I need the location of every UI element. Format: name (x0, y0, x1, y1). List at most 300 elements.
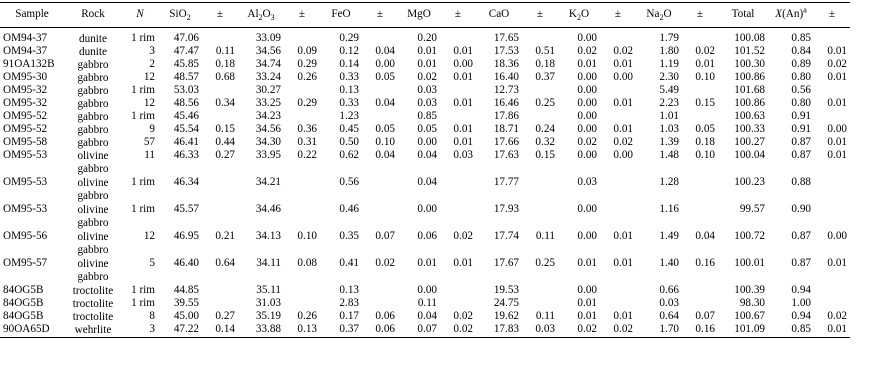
cell-k2o: 0.00 (577, 71, 597, 83)
cell-sio2: 46.34 (173, 176, 199, 188)
cell-mgoe: 0.01 (453, 45, 473, 57)
cell-na2oe: 0.07 (695, 310, 715, 322)
cell-total: 101.52 (734, 45, 765, 57)
cell-al2o3e (284, 28, 320, 47)
cell-al2o3: 34.56 (255, 45, 281, 57)
rock-word: dunite (79, 46, 107, 58)
cell-caoe: 0.51 (535, 45, 555, 57)
cell-total: 100.08 (734, 32, 765, 44)
cell-k2o: 0.00 (577, 32, 597, 44)
cell-sio2e: 0.64 (215, 257, 235, 269)
cell-total: 100.63 (734, 110, 765, 122)
cell-mgo: 0.00 (417, 136, 437, 148)
cell-feo: 0.45 (339, 123, 359, 135)
cell-n: 57 (143, 136, 155, 148)
cell-xane: 0.00 (827, 123, 847, 135)
cell-al2o3e: 0.29 (297, 58, 317, 70)
cell-mgo: 0.01 (417, 257, 437, 269)
cell-k2o: 0.00 (577, 230, 597, 242)
cell-total: 100.86 (734, 97, 765, 109)
cell-caoe: 0.24 (535, 123, 555, 135)
cell-al2o3: 33.24 (255, 71, 281, 83)
cell-total: 100.04 (734, 149, 765, 161)
cell-feo: 0.35 (339, 230, 359, 242)
cell-mgoe: 0.02 (453, 323, 473, 335)
cell-sio2: 39.55 (173, 297, 199, 309)
cell-mgoe: 0.01 (453, 136, 473, 148)
cell-k2oe: 0.00 (613, 149, 633, 161)
cell-sio2: 48.57 (173, 71, 199, 83)
cell-k2o: 0.02 (577, 323, 597, 335)
cell-sample: 90OA65D (3, 323, 50, 335)
cell-al2o3e (284, 204, 320, 231)
cell-na2o: 5.49 (659, 84, 679, 96)
rock-word: olivine (77, 177, 109, 189)
plagioclase-composition-table (0, 2, 850, 338)
cell-cao: 17.53 (493, 45, 519, 57)
cell-mgo: 0.04 (417, 149, 437, 161)
rock-word: troctolite (72, 298, 114, 310)
cell-sio2e (202, 177, 238, 204)
cell-sio2: 47.22 (173, 323, 199, 335)
col-total: Total (731, 8, 755, 21)
col-k2o: $K_2O$ (568, 8, 590, 23)
cell-xan: 0.85 (791, 323, 811, 335)
cell-sample: OM95-53 (3, 149, 48, 161)
cell-al2o3: 34.11 (256, 257, 281, 269)
cell-al2o3e: 0.09 (297, 45, 317, 57)
cell-al2o3: 34.30 (255, 136, 281, 148)
cell-sio2: 47.47 (173, 45, 199, 57)
cell-feo: 0.17 (339, 310, 359, 322)
cell-sample: OM95-52 (3, 123, 48, 135)
cell-feoe: 0.06 (375, 310, 395, 322)
cell-caoe: 0.11 (535, 230, 555, 242)
cell-k2oe: 0.02 (613, 323, 633, 335)
col-mgo-err: ± (454, 8, 462, 21)
cell-total: 100.30 (734, 58, 765, 70)
cell-k2oe: 0.01 (613, 230, 633, 242)
rock-word: olivine (77, 231, 109, 243)
cell-mgoe: 0.01 (453, 71, 473, 83)
cell-cao: 17.93 (493, 203, 519, 215)
rock-word: gabbro (77, 72, 109, 84)
cell-mgoe (440, 204, 476, 231)
cell-feoe: 0.10 (375, 136, 395, 148)
col-na2o-err: ± (696, 8, 704, 21)
cell-total: 100.33 (734, 123, 765, 135)
cell-caoe (522, 285, 558, 298)
cell-rock (64, 311, 122, 324)
cell-n: 1 rim (131, 32, 155, 44)
cell-na2oe: 0.18 (695, 136, 715, 148)
cell-na2oe: 0.01 (695, 58, 715, 70)
cell-sample: OM94-37 (3, 45, 48, 57)
cell-mgo: 0.01 (417, 45, 437, 57)
cell-sio2: 45.46 (173, 110, 199, 122)
cell-xan: 0.88 (791, 176, 811, 188)
cell-xane: 0.01 (827, 45, 847, 57)
cell-rock (64, 150, 122, 177)
cell-cao: 17.83 (493, 323, 519, 335)
cell-mgo: 0.07 (417, 323, 437, 335)
cell-k2o: 0.00 (577, 149, 597, 161)
cell-sio2e (202, 28, 238, 47)
rock-word: troctolite (72, 311, 114, 323)
rock-word: olivine (77, 258, 109, 270)
col-sio2: SiO$_2$ (169, 8, 191, 23)
table-body (0, 28, 850, 338)
cell-k2oe (600, 177, 636, 204)
cell-caoe: 0.11 (535, 310, 555, 322)
table-header (0, 3, 850, 28)
cell-rock (64, 111, 122, 124)
cell-total: 100.01 (734, 257, 765, 269)
cell-mgoe (440, 28, 476, 47)
cell-rock (64, 258, 122, 285)
rock-word: gabbro (77, 85, 109, 97)
col-na2o: $Na_2O$ (646, 8, 672, 23)
cell-al2o3e: 0.13 (297, 323, 317, 335)
cell-sio2e: 0.27 (215, 149, 235, 161)
cell-cao: 17.77 (493, 176, 519, 188)
cell-sample: OM95-32 (3, 84, 48, 96)
cell-mgoe: 0.02 (453, 310, 473, 322)
cell-sio2e: 0.27 (215, 310, 235, 322)
cell-al2o3: 34.23 (255, 110, 281, 122)
cell-cao: 16.40 (493, 71, 519, 83)
cell-rock (64, 59, 122, 72)
cell-sample: 84OG5B (3, 284, 44, 296)
cell-total: 98.30 (739, 297, 765, 309)
cell-n: 1 rim (131, 110, 155, 122)
rock-word: gabbro (77, 190, 109, 202)
cell-n: 11 (144, 149, 155, 161)
cell-mgo: 0.04 (417, 310, 437, 322)
cell-sio2e: 0.18 (215, 58, 235, 70)
rock-word: gabbro (77, 244, 109, 256)
col-cao: CaO (488, 8, 510, 21)
cell-k2o: 0.02 (577, 136, 597, 148)
cell-mgoe: 0.01 (453, 97, 473, 109)
cell-mgo: 0.00 (417, 203, 437, 215)
cell-k2o: 0.01 (577, 58, 597, 70)
cell-mgoe: 0.00 (453, 58, 473, 70)
cell-al2o3e: 0.08 (297, 257, 317, 269)
col-sio2-err: ± (216, 8, 224, 21)
col-mgo: MgO (407, 8, 431, 21)
cell-al2o3: 33.25 (255, 97, 281, 109)
cell-na2o: 1.03 (659, 123, 679, 135)
cell-mgoe (440, 177, 476, 204)
cell-mgo: 0.03 (417, 97, 437, 109)
cell-na2o: 1.16 (659, 203, 679, 215)
cell-na2o: 1.79 (659, 32, 679, 44)
cell-n: 9 (149, 123, 155, 135)
cell-cao: 16.46 (493, 97, 519, 109)
table-row (0, 231, 850, 258)
cell-mgo: 0.03 (417, 84, 437, 96)
cell-feo: 0.33 (339, 71, 359, 83)
cell-sample: 84OG5B (3, 297, 44, 309)
cell-k2oe (600, 285, 636, 298)
cell-rock (64, 285, 122, 298)
rock-word: gabbro (77, 217, 109, 229)
cell-xan: 0.56 (791, 84, 811, 96)
cell-al2o3: 31.03 (255, 297, 281, 309)
cell-sio2e: 0.34 (215, 97, 235, 109)
cell-cao: 18.71 (493, 123, 519, 135)
cell-xane: 0.01 (827, 323, 847, 335)
cell-mgo: 0.85 (417, 110, 437, 122)
cell-caoe: 0.32 (535, 136, 555, 148)
cell-na2o: 1.39 (659, 136, 679, 148)
cell-rock (64, 324, 122, 338)
cell-k2oe: 0.01 (613, 97, 633, 109)
cell-n: 1 rim (131, 297, 155, 309)
cell-feoe: 0.07 (375, 230, 395, 242)
cell-na2oe: 0.05 (695, 123, 715, 135)
cell-caoe (522, 204, 558, 231)
cell-al2o3e: 0.36 (297, 123, 317, 135)
cell-mgo: 0.02 (417, 71, 437, 83)
cell-al2o3e: 0.10 (297, 230, 317, 242)
cell-sample: OM95-57 (3, 257, 48, 269)
cell-al2o3: 34.46 (255, 203, 281, 215)
cell-feoe: 0.00 (375, 58, 395, 70)
cell-cao: 12.73 (493, 84, 519, 96)
cell-na2o: 1.80 (659, 45, 679, 57)
cell-xan: 0.91 (791, 110, 811, 122)
cell-xan: 0.94 (791, 310, 811, 322)
rock-word: gabbro (77, 163, 109, 175)
cell-rock (64, 298, 122, 311)
col-xan: $X(An)^a$ (775, 5, 807, 21)
cell-feo: 0.12 (339, 45, 359, 57)
cell-xan: 0.85 (791, 32, 811, 44)
cell-na2oe: 0.16 (695, 257, 715, 269)
cell-feo: 0.33 (339, 97, 359, 109)
table-row (0, 150, 850, 177)
cell-sio2e: 0.44 (215, 136, 235, 148)
cell-caoe: 0.18 (535, 58, 555, 70)
cell-sample: 84OG5B (3, 310, 44, 322)
cell-k2oe: 0.01 (613, 123, 633, 135)
cell-xan: 0.94 (791, 284, 811, 296)
cell-sio2e: 0.21 (215, 230, 235, 242)
rock-word: troctolite (72, 285, 114, 297)
cell-xane (814, 177, 850, 204)
cell-sio2e (202, 204, 238, 231)
cell-xan: 0.91 (791, 123, 811, 135)
cell-feoe: 0.05 (375, 123, 395, 135)
col-feo-err: ± (376, 8, 384, 21)
cell-sample: 91OA132B (3, 58, 55, 70)
cell-feo: 0.62 (339, 149, 359, 161)
cell-cao: 17.66 (493, 136, 519, 148)
cell-na2o: 1.49 (659, 230, 679, 242)
cell-feoe: 0.04 (375, 149, 395, 161)
col-k2o-err: ± (614, 8, 622, 21)
cell-mgo: 0.11 (417, 297, 437, 309)
rock-word: gabbro (77, 59, 109, 71)
cell-feoe (362, 177, 398, 204)
cell-feoe (362, 285, 398, 298)
cell-k2o: 0.03 (577, 176, 597, 188)
cell-sio2: 45.54 (173, 123, 199, 135)
cell-caoe: 0.25 (535, 257, 555, 269)
cell-xan: 0.87 (791, 149, 811, 161)
cell-cao: 17.63 (493, 149, 519, 161)
rock-word: olivine (77, 150, 109, 162)
col-rock: Rock (81, 8, 105, 21)
cell-sio2: 46.41 (173, 136, 199, 148)
cell-sio2e: 0.14 (215, 323, 235, 335)
cell-k2oe: 0.02 (613, 136, 633, 148)
cell-caoe: 0.15 (535, 149, 555, 161)
table-row (0, 177, 850, 204)
cell-na2oe: 0.04 (695, 230, 715, 242)
cell-na2o: 1.40 (659, 257, 679, 269)
cell-na2o: 0.66 (659, 284, 679, 296)
cell-xane (814, 285, 850, 298)
cell-caoe (522, 177, 558, 204)
cell-xane: 0.01 (827, 136, 847, 148)
cell-sio2: 53.03 (173, 84, 199, 96)
cell-xane (814, 204, 850, 231)
rock-word: gabbro (77, 98, 109, 110)
cell-cao: 24.75 (493, 297, 519, 309)
cell-sio2e: 0.15 (215, 123, 235, 135)
cell-cao: 18.36 (493, 58, 519, 70)
cell-sample: OM95-52 (3, 110, 48, 122)
cell-al2o3: 35.19 (255, 310, 281, 322)
cell-na2o: 0.64 (659, 310, 679, 322)
cell-na2o: 1.01 (659, 110, 679, 122)
cell-feoe: 0.06 (375, 323, 395, 335)
cell-na2oe: 0.10 (695, 149, 715, 161)
cell-k2oe: 0.00 (613, 71, 633, 83)
cell-al2o3e: 0.26 (297, 71, 317, 83)
cell-feo: 0.41 (339, 257, 359, 269)
cell-xan: 0.90 (791, 203, 811, 215)
cell-total: 100.39 (734, 284, 765, 296)
cell-mgo: 0.20 (417, 32, 437, 44)
cell-n: 8 (149, 310, 155, 322)
rock-word: gabbro (77, 111, 109, 123)
cell-al2o3e: 0.22 (297, 149, 317, 161)
cell-al2o3: 33.88 (255, 323, 281, 335)
cell-xane: 0.01 (827, 71, 847, 83)
cell-feoe: 0.05 (375, 71, 395, 83)
cell-feo: 1.23 (339, 110, 359, 122)
cell-xan: 0.80 (791, 71, 811, 83)
cell-rock (64, 72, 122, 85)
cell-total: 100.67 (734, 310, 765, 322)
cell-al2o3: 30.27 (255, 84, 281, 96)
cell-total: 100.23 (734, 176, 765, 188)
cell-xane: 0.01 (827, 149, 847, 161)
cell-al2o3e: 0.26 (297, 310, 317, 322)
cell-na2oe: 0.10 (695, 71, 715, 83)
cell-rock (64, 124, 122, 137)
cell-feoe: 0.02 (375, 257, 395, 269)
cell-mgoe (440, 285, 476, 298)
cell-cao: 19.62 (493, 310, 519, 322)
cell-k2oe (600, 204, 636, 231)
cell-xane: 0.02 (827, 58, 847, 70)
cell-k2o: 0.00 (577, 284, 597, 296)
cell-total: 100.72 (734, 230, 765, 242)
cell-sio2e (202, 285, 238, 298)
cell-total: 101.09 (734, 323, 765, 335)
cell-al2o3: 34.13 (255, 230, 281, 242)
cell-al2o3e: 0.29 (297, 97, 317, 109)
cell-na2o: 2.23 (659, 97, 679, 109)
cell-k2o: 0.01 (577, 257, 597, 269)
cell-k2o: 0.02 (577, 45, 597, 57)
cell-feo: 0.14 (339, 58, 359, 70)
col-cao-err: ± (536, 8, 544, 21)
cell-n: 12 (143, 71, 155, 83)
cell-sample: OM95-56 (3, 230, 48, 242)
cell-xane: 0.01 (827, 97, 847, 109)
cell-al2o3: 34.21 (255, 176, 281, 188)
cell-xan: 0.87 (791, 230, 811, 242)
cell-feo: 0.37 (339, 323, 359, 335)
cell-sio2: 46.40 (173, 257, 199, 269)
rock-word: gabbro (77, 124, 109, 136)
cell-k2o: 0.00 (577, 97, 597, 109)
header-row (0, 3, 850, 28)
cell-na2oe: 0.02 (695, 45, 715, 57)
cell-total: 101.68 (734, 84, 765, 96)
rock-word: wehrlite (74, 324, 112, 336)
cell-feoe: 0.04 (375, 45, 395, 57)
cell-sample: OM95-32 (3, 97, 48, 109)
cell-n: 3 (149, 45, 155, 57)
cell-rock (64, 28, 122, 47)
cell-caoe: 0.25 (535, 97, 555, 109)
cell-al2o3e (284, 177, 320, 204)
cell-n: 1 rim (131, 176, 155, 188)
cell-al2o3: 34.74 (255, 58, 281, 70)
cell-n: 1 rim (131, 203, 155, 215)
cell-k2o: 0.00 (577, 203, 597, 215)
cell-xane: 0.00 (827, 230, 847, 242)
cell-mgo: 0.06 (417, 230, 437, 242)
cell-xan: 0.87 (791, 257, 811, 269)
cell-xan: 0.84 (791, 45, 811, 57)
cell-xan: 0.80 (791, 97, 811, 109)
cell-mgo: 0.00 (417, 284, 437, 296)
cell-n: 2 (149, 58, 155, 70)
col-n: N (136, 8, 144, 21)
cell-k2o: 0.01 (577, 310, 597, 322)
cell-cao: 17.67 (493, 257, 519, 269)
cell-sio2: 45.00 (173, 310, 199, 322)
rock-word: gabbro (77, 271, 109, 283)
cell-sio2: 44.85 (173, 284, 199, 296)
cell-feo: 0.46 (339, 203, 359, 215)
cell-feo: 0.13 (339, 84, 359, 96)
cell-sample: OM95-58 (3, 136, 48, 148)
rock-word: dunite (79, 33, 107, 45)
cell-rock (64, 98, 122, 111)
cell-sio2: 45.57 (173, 203, 199, 215)
col-al2o3-err: ± (298, 8, 306, 21)
col-feo: FeO (331, 8, 351, 21)
